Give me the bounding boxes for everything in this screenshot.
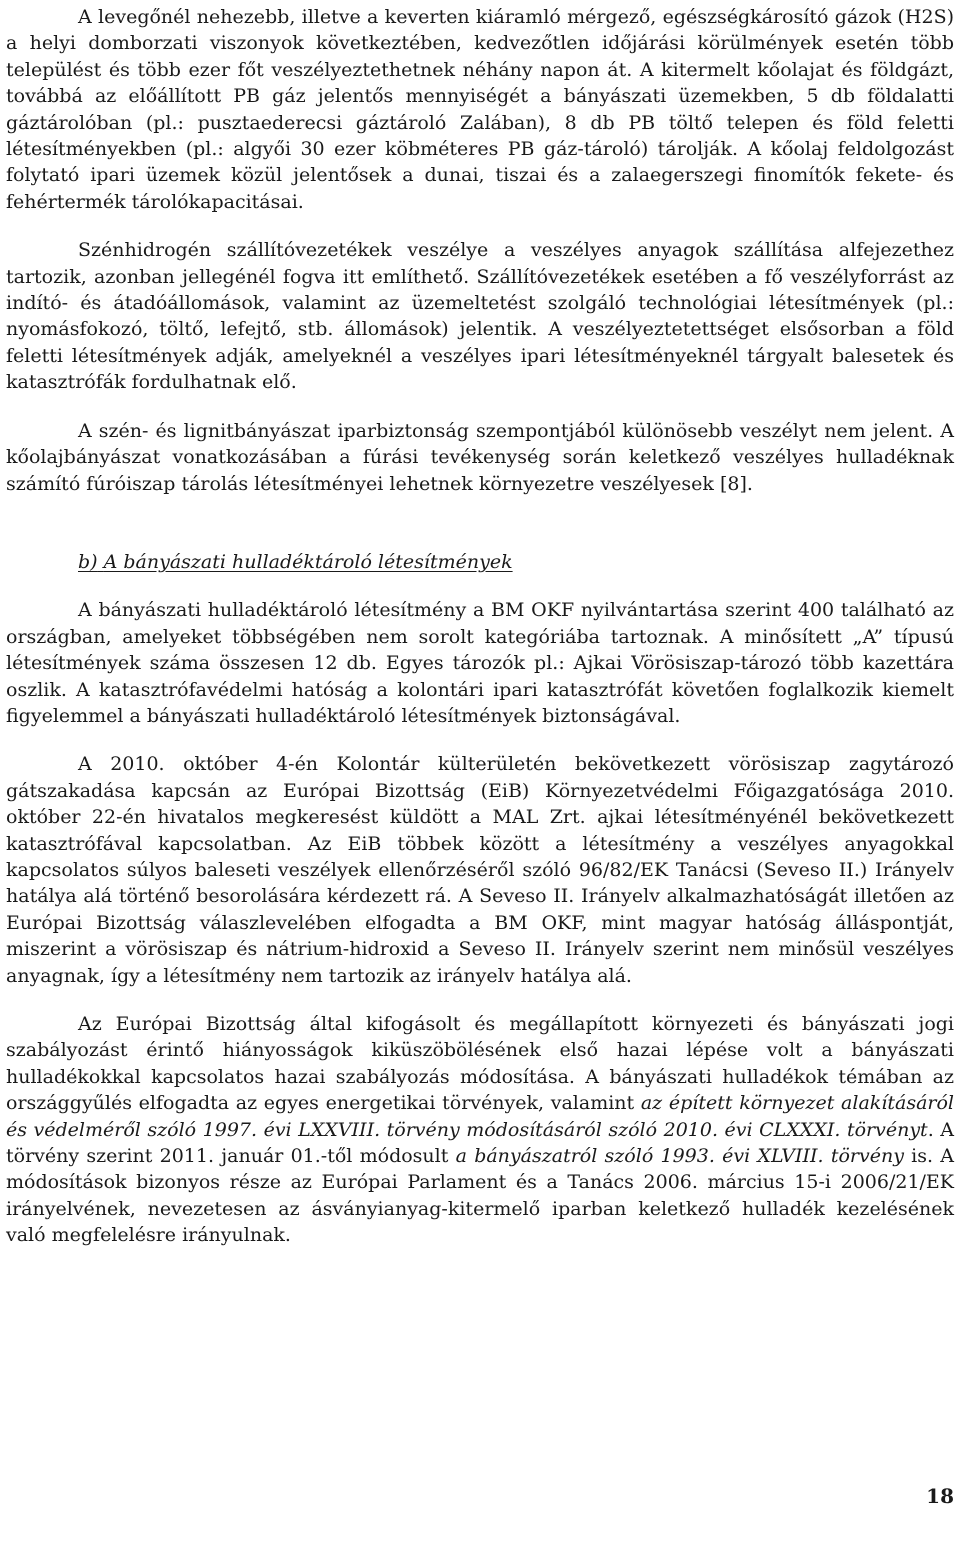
regulation-law-title-2: a bányászatról szóló 1993. évi XLVIII. törvény (455, 1145, 904, 1168)
paragraph-spacer (6, 729, 954, 751)
regulation-text-1: Az Európai Bizottság által kifogásolt és megállapított környezeti és bányászati jogi szabályozást érintő hiányosságok kiküszöbölésének első hazai lépése volt a bányászati hulladékokkal kapcsolatos hazai szabályozás módosítása. A bányászati hulladékok témában az országgyűlés elfogadta az egyes energetikai törvények, valamint (6, 1013, 954, 1115)
heading-spacer (6, 575, 954, 597)
document-page (6, 4, 954, 1249)
paragraph-spacer (6, 215, 954, 237)
paragraph-pipelines: Szénhidrogén szállítóvezetékek veszélye a veszélyes anyagok szállítása alfejezethez tartozik, azonban jellegénél fogva itt említhető. Szállítóvezetékek esetében a fő veszélyforrást az indító- és átadóállomások, valamint az üzemeltetést szolgáló technológiai létesítmények (pl.: nyomásfokozó, töltő, lefejtő, stb. állomások) jelentik. A veszélyeztetettséget elsősorban a föld feletti létesítmények adják, amelyeknél a veszélyes ipari létesítményeknél tárgyalt balesetek és katasztrófák fordulhatnak elő. (6, 239, 954, 394)
paragraph-kolontar: A 2010. október 4-én Kolontár külterületén bekövetkezett vörösiszap zagytározó gátszakadása kapcsán az Európai Bizottság (EiB) Környezetvédelmi Főigazgatósága 2010. október 22-én hivatalos megkeresést küldött a MAL Zrt. ajkai létesítményénél bekövetkezett katasztrófával kapcsolatban. Az EiB többek között a létesítmény a veszélyes anyagokkal kapcsolatos súlyos baleseti veszélyek ellenőrzéséről szóló 96/82/EK Tanácsi (Seveso II.) Irányelv hatálya alá történő besorolására kérdezett rá. A Seveso II. Irányelv alkalmazhatóságát illetően az Európai Bizottság válaszlevelében elfogadta a BM OKF, mint magyar hatóság álláspontját, miszerint a vörösiszap és nátrium-hidroxid a Seveso II. Irányelv szerint nem minősül veszélyes anyagnak, így a létesítmény nem tartozik az irányelv hatálya alá. (6, 753, 954, 987)
paragraph-toxic-gases: A levegőnél nehezebb, illetve a keverten kiáramló mérgező, egészségkárosító gázok (H2S) a helyi domborzati viszonyok következtében, kedvezőtlen időjárási körülmények esetén több települést és több ezer főt veszélyeztethetnek néhány napon át. A kitermelt kőolajat és földgázt, továbbá az előállított PB gáz jelentős mennyiségét a bányászati üzemekben, 5 db földalatti gáztárolóban (pl.: pusztaederecsi gáztároló Zalában), 8 db PB töltő telepen és föld feletti létesítményekben (pl.: algyői 30 ezer köbméteres PB gáz-tároló) tárolják. A kőolaj feldolgozást folytató ipari üzemek közül jelentősek a dunai, tiszai és a zalaegerszegi finomítók fekete- és fehértermék tárolókapacitásai. (6, 6, 954, 213)
regulation-law-title-1: az épített környezet alakításáról és védelméről szóló 1997. évi LXXVIII. törvény módosításáról szóló 2010. évi CLXXXI. törvényt (6, 1092, 954, 1141)
paragraph-spacer (6, 989, 954, 1011)
paragraph-waste-facilities: A bányászati hulladéktároló létesítmény a BM OKF nyilvántartása szerint 400 található az országban, amelyeket többségében nem sorolt kategóriába tartoznak. A minősített „A” típusú létesítmények száma összesen 12 db. Egyes tározók pl.: Ajkai Vörösiszap-tározó több kazettára oszlik. A katasztrófavédelmi hatóság a kolontári ipari katasztrófát követően foglalkozik kiemelt figyelemmel a bányászati hulladéktároló létesítmények biztonságával. (6, 599, 954, 727)
paragraph-coal-mining: A szén- és lignitbányászat iparbiztonság szempontjából különösebb veszélyt nem jelent. A kőolajbányászat vonatkozásában a fúrási tevékenység során keletkező veszélyes hulladéknak számító fúróiszap tárolás létesítményei lehetnek környezetre veszélyesek [8]. (6, 419, 954, 495)
regulation-text-3: is. A módosítások bizonyos része az Európai Parlament és a Tanács 2006. március 15-i 2006/21/EK irányelvének, nevezetesen az ásványianyag-kitermelő iparban keletkező hulladék kezelésének való megfelelésre irányulnak. (6, 1145, 955, 1247)
paragraph-spacer (6, 396, 954, 418)
regulation-text-2: . A törvény szerint 2011. január 01.-től módosult (6, 1118, 954, 1168)
paragraph-regulation (6, 1011, 954, 1249)
section-spacer (6, 497, 954, 549)
page-number: 18 (926, 1484, 954, 1508)
section-title: A bányászati hulladéktároló létesítmények (103, 550, 513, 573)
section-label: b) (78, 550, 98, 573)
section-heading (6, 549, 954, 575)
